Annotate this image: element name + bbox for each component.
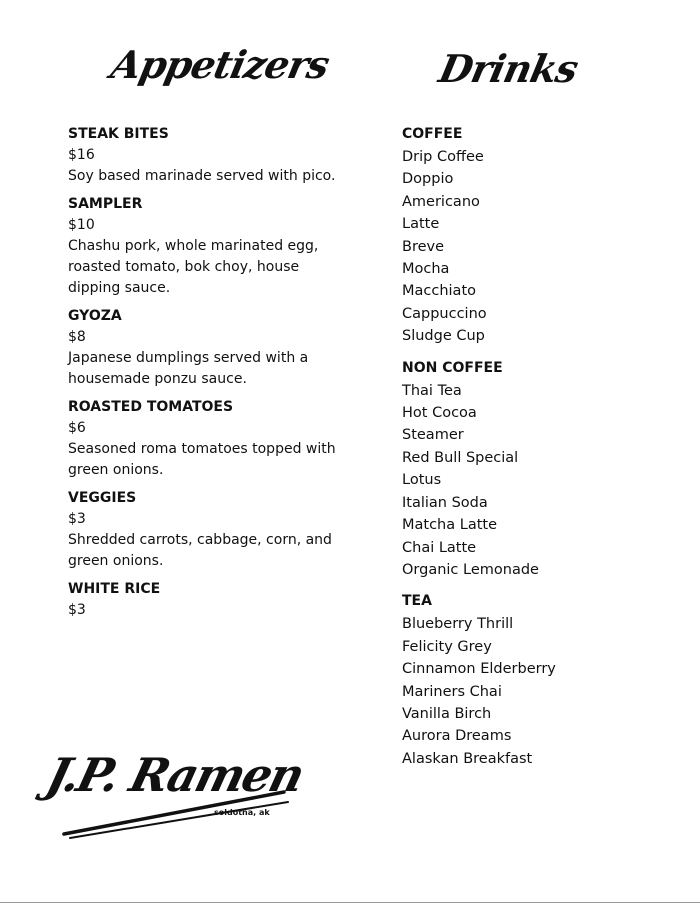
drink-item: Italian Soda bbox=[402, 494, 488, 511]
section-title: COFFEE bbox=[402, 126, 463, 142]
drink-item: Cappuccino bbox=[402, 305, 487, 322]
drink-item: Chai Latte bbox=[402, 539, 477, 556]
appetizer-price: $6 bbox=[68, 420, 86, 436]
appetizer-item bbox=[68, 488, 348, 572]
restaurant-logo bbox=[40, 740, 309, 850]
appetizer-name: STEAK BITES bbox=[68, 126, 169, 142]
drink-item: Lotus bbox=[402, 472, 442, 489]
appetizer-price: $8 bbox=[68, 329, 86, 345]
appetizer-name: GYOZA bbox=[68, 308, 122, 324]
appetizer-item bbox=[68, 194, 348, 299]
appetizer-item bbox=[68, 306, 348, 390]
appetizer-price: $10 bbox=[68, 217, 95, 233]
drink-item: Felicity Grey bbox=[402, 638, 492, 655]
appetizer-name: WHITE RICE bbox=[68, 581, 161, 597]
drink-item: Hot Cocoa bbox=[402, 405, 477, 422]
drinks-list bbox=[402, 124, 642, 780]
appetizer-description: Seasoned roma tomatoes topped with green onions. bbox=[68, 441, 336, 478]
drink-item: Alaskan Breakfast bbox=[402, 750, 533, 767]
drink-section-coffee bbox=[402, 124, 642, 348]
appetizers-heading: Appetizers bbox=[107, 42, 333, 87]
logo-wordmark: J.P. Ramen bbox=[41, 748, 309, 802]
drinks-heading: Drinks bbox=[435, 46, 582, 91]
appetizer-item bbox=[68, 397, 348, 481]
drink-item: Steamer bbox=[402, 427, 464, 444]
appetizer-item bbox=[68, 124, 348, 187]
drink-item: Blueberry Thrill bbox=[402, 616, 514, 633]
drink-item: Sludge Cup bbox=[402, 328, 485, 345]
drink-section-tea bbox=[402, 591, 642, 770]
appetizer-name: SAMPLER bbox=[68, 196, 143, 212]
appetizer-description: Shredded carrots, cabbage, corn, and green onions. bbox=[68, 532, 332, 569]
section-title: NON COFFEE bbox=[402, 359, 503, 376]
drink-item: Red Bull Special bbox=[402, 449, 519, 466]
appetizers-list bbox=[68, 124, 348, 628]
drink-item: Latte bbox=[402, 216, 440, 233]
drink-item: Mariners Chai bbox=[402, 683, 502, 700]
drink-item: Cinnamon Elderberry bbox=[402, 661, 556, 678]
drink-item: Breve bbox=[402, 238, 445, 255]
page-bottom-rule bbox=[0, 902, 700, 903]
drink-item: Organic Lemonade bbox=[402, 561, 539, 578]
logo-location: soldotna, ak bbox=[214, 808, 270, 817]
drink-item: Drip Coffee bbox=[402, 149, 484, 165]
appetizer-description: Chashu pork, whole marinated egg, roasted tomato, bok choy, house dipping sauce. bbox=[68, 238, 319, 296]
appetizer-name: VEGGIES bbox=[68, 490, 137, 506]
drink-item: Aurora Dreams bbox=[402, 728, 512, 745]
drink-section-non-coffee bbox=[402, 358, 642, 582]
drink-item: Doppio bbox=[402, 171, 454, 188]
drink-item: Vanilla Birch bbox=[402, 705, 492, 722]
appetizer-description: Japanese dumplings served with a housemade ponzu sauce. bbox=[68, 350, 309, 387]
drink-item: Thai Tea bbox=[402, 382, 462, 399]
appetizer-price: $16 bbox=[68, 147, 95, 163]
section-title: TEA bbox=[402, 593, 432, 610]
appetizer-name: ROASTED TOMATOES bbox=[68, 399, 234, 415]
drink-item: Macchiato bbox=[402, 283, 477, 300]
appetizer-price: $3 bbox=[68, 511, 86, 527]
appetizer-description: Soy based marinade served with pico. bbox=[68, 168, 336, 184]
drink-item: Matcha Latte bbox=[402, 517, 497, 534]
appetizer-price: $3 bbox=[68, 602, 86, 618]
drink-item: Americano bbox=[402, 193, 480, 210]
drink-item: Mocha bbox=[402, 261, 450, 278]
appetizer-item bbox=[68, 579, 348, 621]
